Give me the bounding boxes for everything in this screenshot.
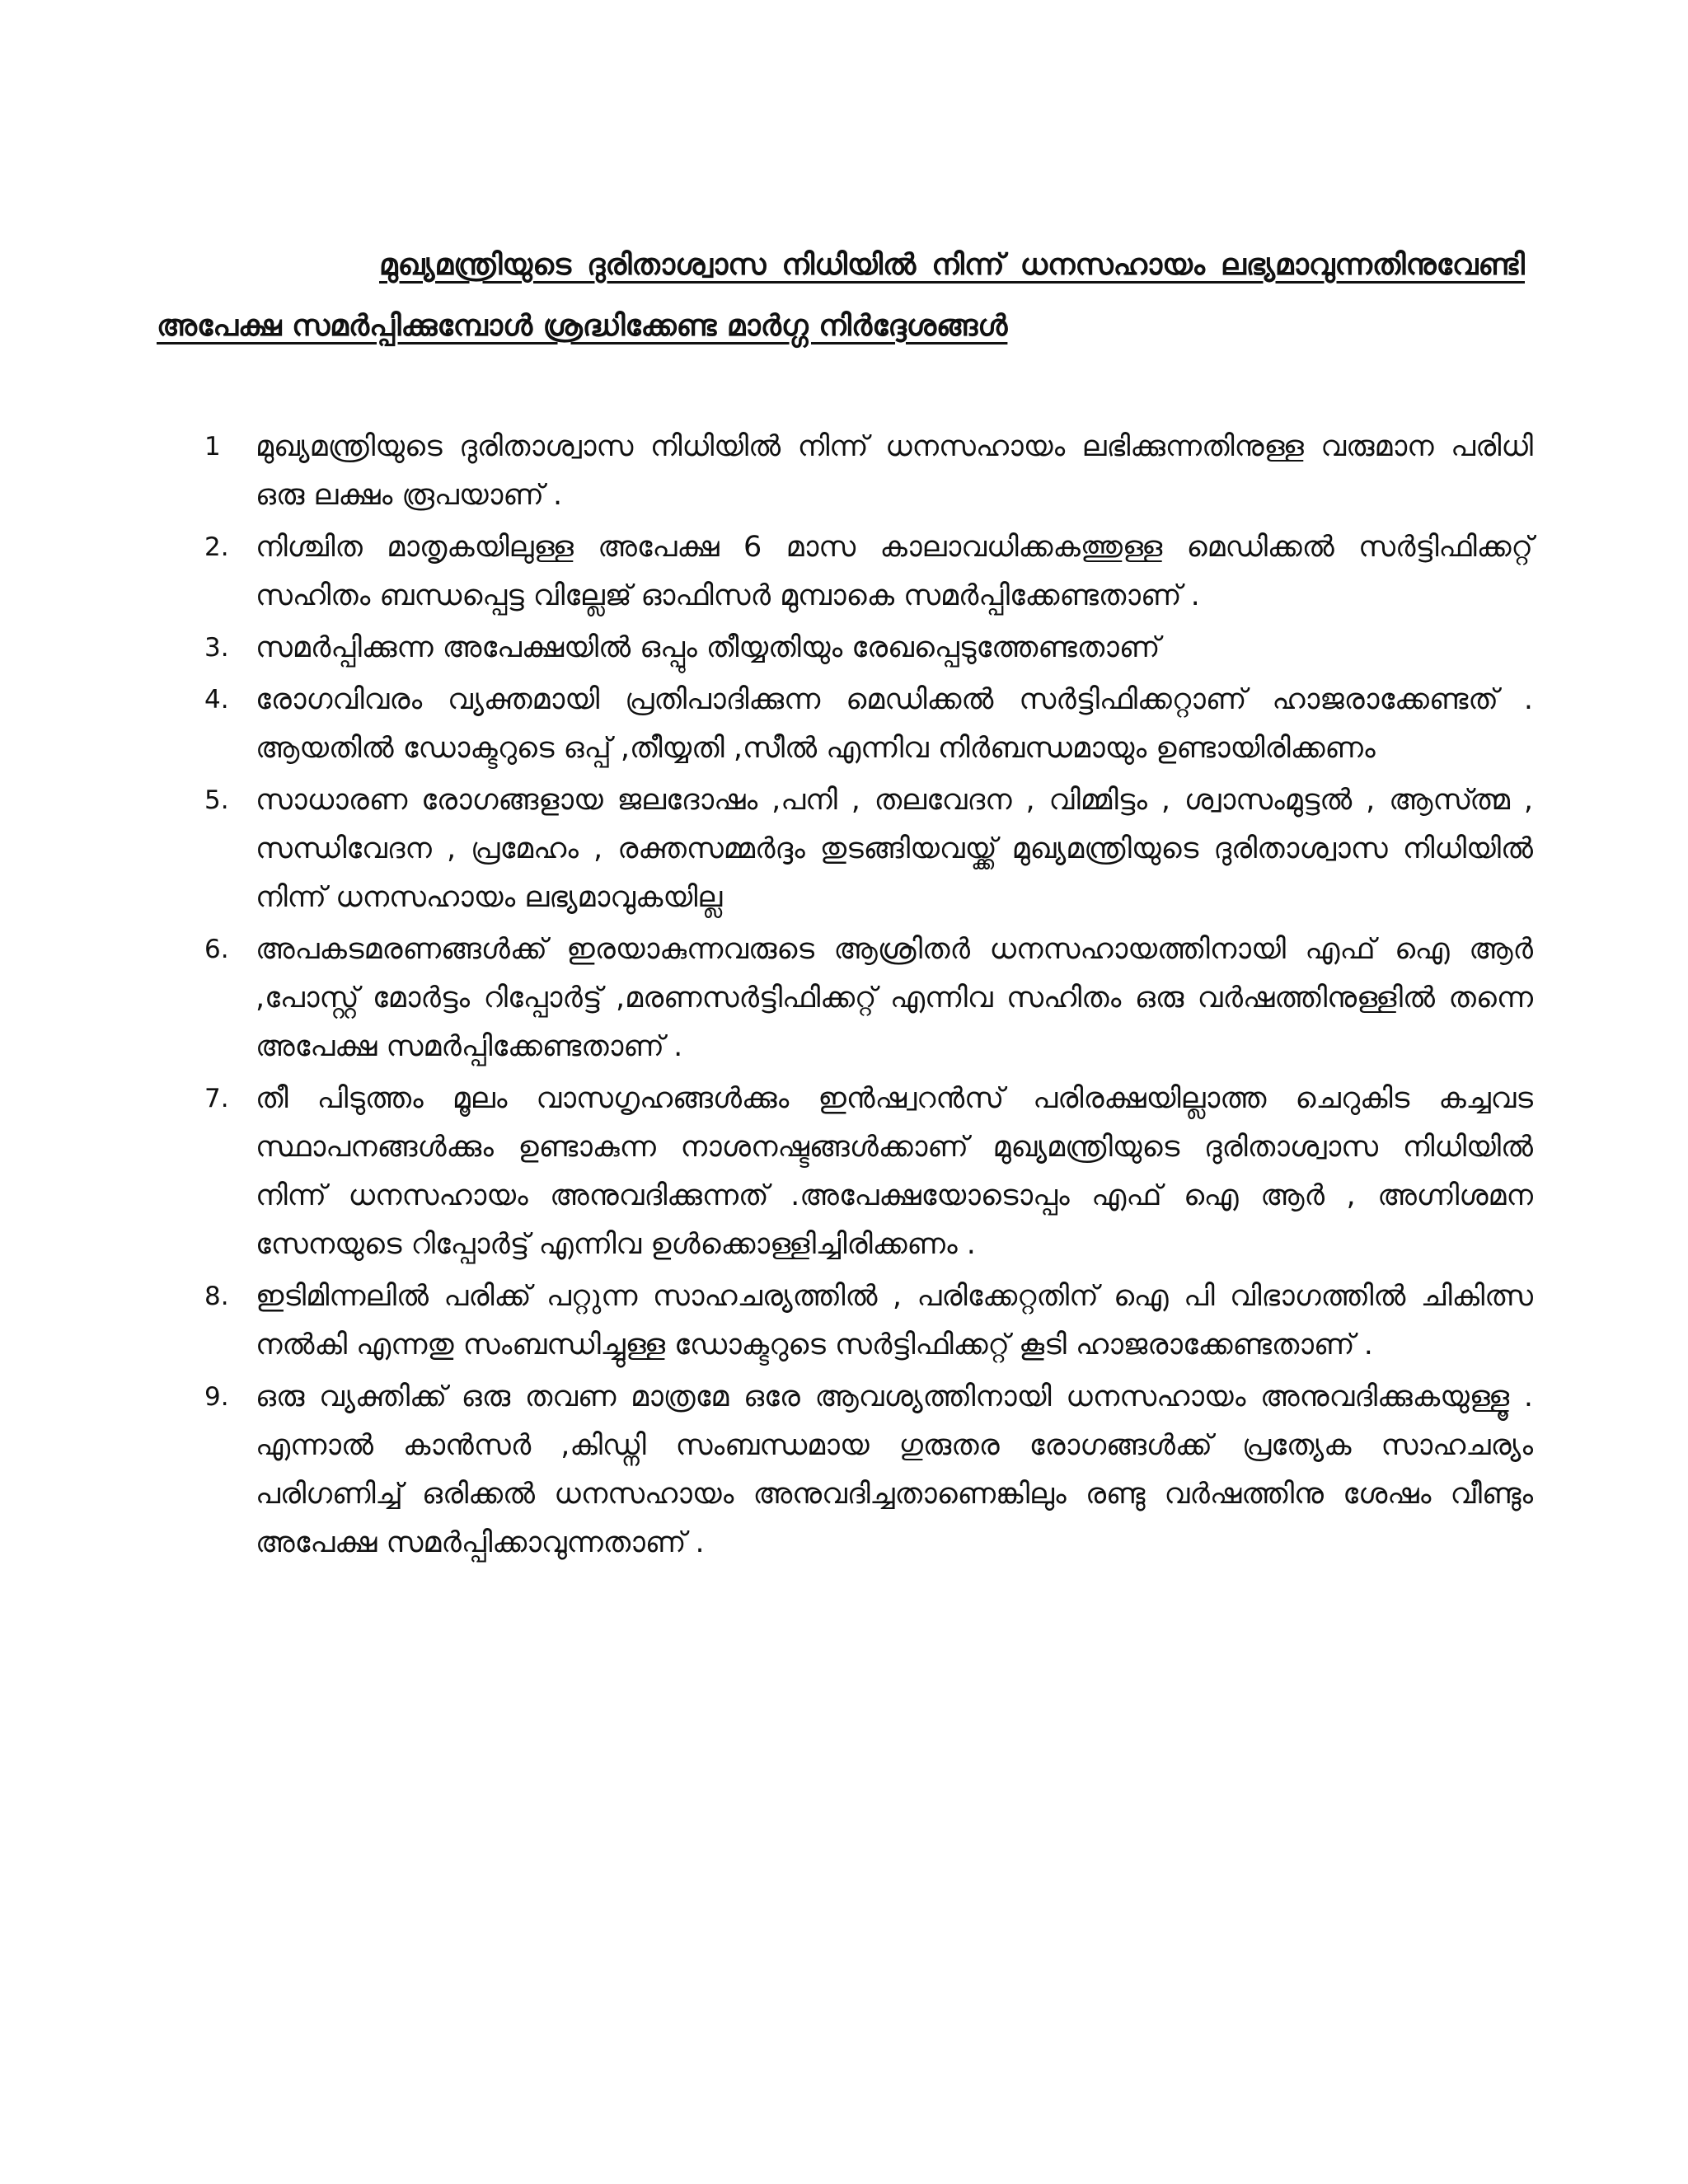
item-text: ഒരു വ്യക്തിക്ക് ഒരു തവണ മാത്രമേ ഒരേ ആവശ്യത്തിനായി ധനസഹായം അനുവദിക്കുകയുള്ളൂ . എന്നാൽ കാൻസർ ,കിഡ്നി സംബന്ധമായ ഗുരുതര രോഗങ്ങൾക്ക് പ്രത്യേക സാഹചര്യം പരിഗണിച്ച് ഒരിക്കൽ ധനസഹായം അനുവദിച്ചതാണെങ്കിലും രണ്ടു വർഷത്തിനു ശേഷം വീണ്ടും അപേക്ഷ സമർപ്പിക്കാവുന്നതാണ് . [256, 1380, 1533, 1559]
item-number: 6. [204, 935, 229, 964]
item-number: 9. [204, 1382, 229, 1412]
list-item [198, 423, 1533, 520]
item-text: നിശ്ചിത മാതൃകയിലുള്ള അപേക്ഷ 6 മാസ കാലാവധിക്കകത്തുള്ള മെഡിക്കൽ സർട്ടിഫിക്കറ്റ് സഹിതം ബന്ധപ്പെട്ട വില്ലേജ് ഓഫിസർ മുമ്പാകെ സമർപ്പിക്കേണ്ടതാണ് . [256, 531, 1533, 612]
item-number: 2. [204, 532, 229, 562]
item-text: അപകടമരണങ്ങൾക്ക് ഇരയാകുന്നവരുടെ ആശ്രിതർ ധനസഹായത്തിനായി എഫ് ഐ ആർ ,പോസ്റ്റ് മോർട്ടം റിപ്പോർട്ട് ,മരണസർട്ടിഫിക്കറ്റ് എന്നിവ സഹിതം ഒരു വർഷത്തിനുള്ളിൽ തന്നെ അപേക്ഷ സമർപ്പിക്കേണ്ടതാണ് . [256, 933, 1533, 1063]
item-number: 7. [204, 1084, 229, 1113]
list-item [198, 624, 1533, 673]
item-text: സാധാരണ രോഗങ്ങളായ ജലദോഷം ,പനി , തലവേദന , വിമ്മിട്ടം , ശ്വാസംമുട്ടൽ , ആസ്ത്മ , സന്ധിവേദന , പ്രമേഹം , രക്തസമ്മർദ്ദം തുടങ്ങിയവയ്ക്ക് മുഖ്യമന്ത്രിയുടെ ദുരിതാശ്വാസ നിധിയിൽ നിന്ന് ധനസഹായം ലഭ്യമാവുകയില്ല [256, 784, 1533, 914]
item-number: 1 [204, 432, 221, 462]
list-item [198, 776, 1533, 922]
item-number: 3. [204, 633, 229, 663]
page-title: മുഖ്യമന്ത്രിയുടെ ദുരിതാശ്വാസ നിധിയിൽ നിന്ന് ധനസഹായം ലഭ്യമാവുന്നതിനുവേണ്ടി അപേക്ഷ സമർപ്പിക്കുമ്പോൾ ശ്രദ്ധിക്കേണ്ട മാർഗ്ഗ നിർദ്ദേശങ്ങൾ [157, 248, 1525, 343]
item-text: രോഗവിവരം വ്യക്തമായി പ്രതിപാദിക്കുന്ന മെഡിക്കൽ സർട്ടിഫിക്കറ്റാണ് ഹാജരാക്കേണ്ടത് . ആയതിൽ ഡോക്ടറുടെ ഒപ്പ് ,തീയ്യതി ,സീൽ എന്നിവ നിർബന്ധമായും ഉണ്ടായിരിക്കണം [256, 683, 1533, 765]
list-item [198, 1075, 1533, 1269]
list-item [198, 676, 1533, 773]
item-text: ഇടിമിന്നലിൽ പരിക്ക് പറ്റുന്ന സാഹചര്യത്തിൽ , പരിക്കേറ്റതിന് ഐ പി വിഭാഗത്തിൽ ചികിത്സ നൽകി എന്നതു സംബന്ധിച്ചുള്ള ഡോക്ടറുടെ സർട്ടിഫിക്കറ്റ് കൂടി ഹാജരാക്കേണ്ടതാണ് . [256, 1280, 1533, 1361]
list-item [198, 926, 1533, 1071]
list-item [198, 1272, 1533, 1370]
item-text: സമർപ്പിക്കുന്ന അപേക്ഷയിൽ ഒപ്പും തീയ്യതിയും രേഖപ്പെടുത്തേണ്ടതാണ് [256, 631, 1160, 664]
item-number: 4. [204, 685, 229, 715]
item-number: 8. [204, 1282, 229, 1311]
item-text: തീ പിടുത്തം മൂലം വാസഗൃഹങ്ങൾക്കും ഇൻഷ്വറൻസ് പരിരക്ഷയില്ലാത്ത ചെറുകിട കച്ചവട സ്ഥാപനങ്ങൾക്കും ഉണ്ടാകുന്ന നാശനഷ്ടങ്ങൾക്കാണ് മുഖ്യമന്ത്രിയുടെ ദുരിതാശ്വാസ നിധിയിൽ നിന്ന് ധനസഹായം അനുവദിക്കുന്നത് .അപേക്ഷയോടൊപ്പം എഫ് ഐ ആർ , അഗ്നിശമന സേനയുടെ റിപ്പോർട്ട് എന്നിവ ഉൾക്കൊള്ളിച്ചിരിക്കണം . [256, 1082, 1533, 1261]
guideline-list [198, 423, 1533, 1571]
list-item [198, 1373, 1533, 1568]
item-text: മുഖ്യമന്ത്രിയുടെ ദുരിതാശ്വാസ നിധിയിൽ നിന്ന് ധനസഹായം ലഭിക്കുന്നതിനുള്ള വരുമാന പരിധി ഒരു ലക്ഷം രൂപയാണ് . [256, 430, 1533, 512]
list-item [198, 523, 1533, 621]
item-number: 5. [204, 785, 229, 815]
